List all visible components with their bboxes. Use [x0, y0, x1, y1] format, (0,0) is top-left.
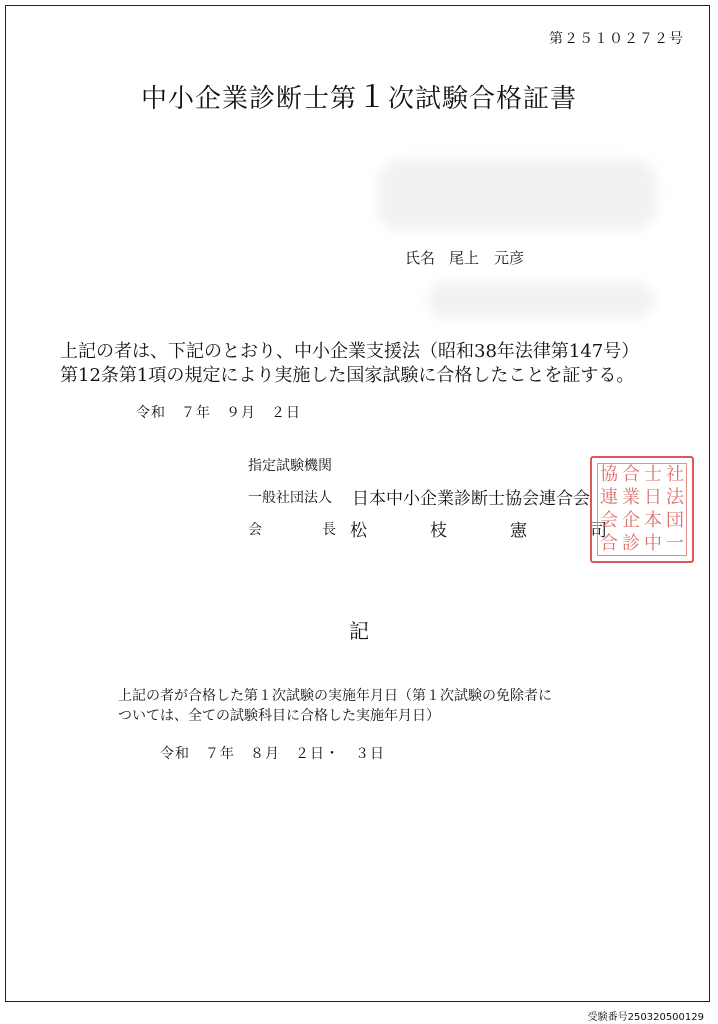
title-number: １: [357, 80, 388, 115]
president-label-1: 会: [248, 522, 262, 538]
title-suffix: 次試験合格証書: [388, 84, 578, 114]
exam-date-note: [118, 686, 552, 726]
president-name-char: 松: [350, 521, 367, 541]
certification-text-line2: 第12条第1項の規定により実施した国家試験に合格したことを証する。: [60, 365, 635, 386]
title-prefix: 中小企業診断士第: [140, 84, 357, 114]
seal-character: 日: [644, 487, 662, 509]
president-label-2: 長: [322, 522, 336, 538]
seal-character: 業: [622, 487, 640, 509]
designated-body-label: 指定試験機関: [248, 458, 332, 474]
seal-character: 団: [666, 509, 684, 531]
redacted-area-bottom: [428, 282, 654, 318]
certification-text: [60, 340, 639, 388]
seal-character: 士: [644, 464, 662, 486]
organization-name: 日本中小企業診断士協会連合会: [352, 489, 590, 509]
certificate-number: 第２５１０２７２号: [549, 31, 684, 47]
seal-character: 企: [622, 509, 640, 531]
official-seal: [590, 456, 694, 563]
exam-date: 令和 ７年 ８月 ２日・ ３日: [160, 746, 385, 762]
ki-heading: 記: [349, 619, 369, 643]
seal-character: 協: [600, 464, 618, 486]
seal-character: 診: [622, 532, 640, 554]
president-name-char: 枝: [430, 521, 447, 541]
issue-date: 令和 ７年 ９月 ２日: [136, 405, 301, 421]
receipt-number: 受験番号250320500129: [587, 1012, 704, 1023]
name-line: [405, 247, 524, 268]
seal-character: 法: [666, 487, 684, 509]
name-value: 尾上 元彦: [449, 249, 525, 267]
exam-date-note-line1: 上記の者が合格した第１次試験の実施年月日（第１次試験の免除者に: [118, 688, 552, 704]
certification-text-line1: 上記の者は、下記のとおり、中小企業支援法（昭和38年法律第147号）: [60, 341, 640, 362]
seal-character: 合: [600, 532, 618, 554]
seal-character: 社: [666, 464, 684, 486]
seal-character: 連: [600, 487, 618, 509]
seal-character: 本: [644, 509, 662, 531]
president-name: [350, 516, 607, 541]
exam-date-note-line2: ついては、全ての試験科目に合格した実施年月日）: [118, 708, 440, 724]
seal-character: 会: [600, 509, 618, 531]
name-label: 氏名: [405, 249, 436, 267]
seal-character: 中: [644, 532, 662, 554]
seal-character: 合: [622, 464, 640, 486]
certificate-title: [0, 72, 718, 116]
organization-type: 一般社団法人: [248, 490, 332, 506]
seal-characters: [597, 463, 687, 556]
seal-character: 一: [666, 532, 684, 554]
redacted-area-top: [378, 160, 656, 230]
president-name-char: 憲: [510, 521, 527, 541]
president-name-char: 司: [590, 521, 607, 541]
